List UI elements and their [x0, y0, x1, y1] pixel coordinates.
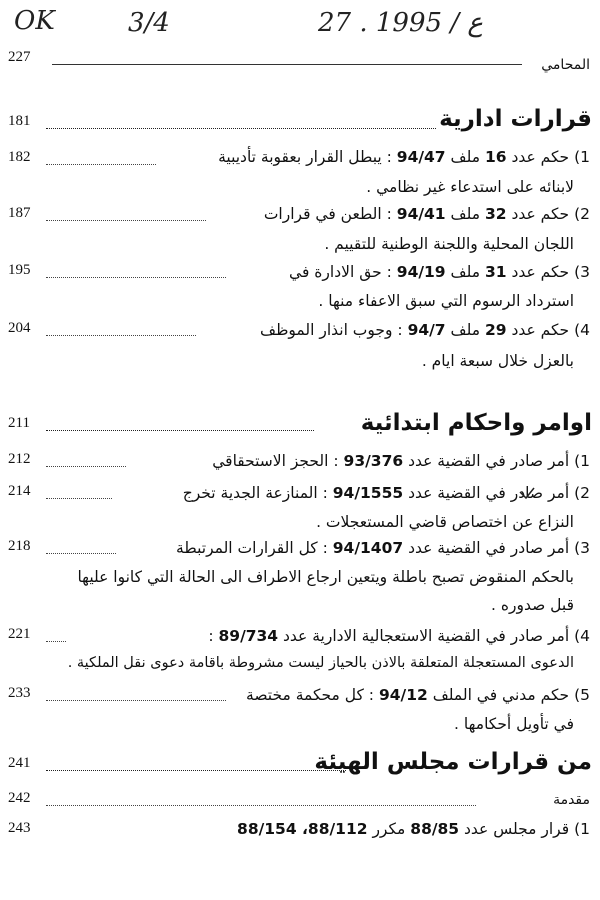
header-title: المحامي [541, 57, 590, 73]
toc-entry: 1) حكم عدد 16 ملف 94/47 : يبطل القرار بعقوبة تأديبية [218, 148, 590, 166]
section-page-number: 181 [8, 113, 31, 129]
entry-continuation: بالحكم المنقوض تصبح باطلة ويتعين ارجاع الاطراف الى الحالة التي كانوا عليها [77, 568, 574, 586]
entry-continuation: لابنائه على استدعاء غير نظامي . [366, 178, 574, 196]
toc-entry: 2) أمر صادر في القضية عدد 94/1555 : المنازعة الجدية تخرج [182, 484, 590, 502]
toc-entry: 1) أمر صادر في القضية عدد 93/376 : الحجز الاستحقاقي [212, 452, 590, 470]
entry-page-number: 243 [8, 820, 31, 836]
entry-continuation: النزاع عن اختصاص قاضي المستعجلات . [316, 513, 574, 531]
leader-dots [46, 128, 436, 129]
leader-dots [46, 220, 206, 221]
entry-continuation: استرداد الرسوم التي سبق الاعفاء منها . [318, 292, 574, 310]
leader-dots [46, 277, 226, 278]
entry-page-number: 233 [8, 685, 31, 701]
section-title: من قرارات مجلس الهيئة [314, 749, 592, 775]
toc-entry: 1) قرار مجلس عدد 88/85 مكرر 88/112، 88/154 [237, 820, 590, 838]
entry-page-number: 182 [8, 149, 31, 165]
header-page-number: 227 [8, 49, 31, 65]
leader-dots [46, 430, 314, 431]
handwritten-fraction: 3/4 [128, 8, 170, 38]
entry-page-number: 221 [8, 626, 31, 642]
header-rule [52, 64, 522, 65]
leader-dots [46, 498, 112, 499]
toc-entry: مقدمة [553, 792, 590, 808]
entry-continuation: اللجان المحلية واللجنة الوطنية للتقييم . [324, 235, 574, 253]
entry-page-number: 242 [8, 790, 31, 806]
toc-entry: 5) حكم مدني في الملف 94/12 : كل محكمة مختصة [246, 686, 590, 704]
handwritten-ok: OK [14, 6, 55, 36]
handwritten-date: 27 . ع / 1995 [318, 8, 483, 38]
toc-entry: 4) أمر صادر في القضية الاستعجالية الادارية عدد 89/734 : [208, 627, 590, 645]
leader-dots [46, 466, 126, 467]
leader-dots [46, 770, 346, 771]
section-page-number: 211 [8, 415, 30, 431]
leader-dots [46, 805, 476, 806]
leader-dots [46, 553, 116, 554]
entry-continuation: قبل صدوره . [491, 596, 574, 614]
toc-entry: 3) حكم عدد 31 ملف 94/19 : حق الادارة في [289, 263, 590, 281]
section-title: اوامر واحكام ابتدائية [360, 410, 592, 436]
entry-page-number: 218 [8, 538, 31, 554]
entry-page-number: 214 [8, 483, 31, 499]
toc-entry: 3) أمر صادر في القضية عدد 94/1407 : كل القرارات المرتبطة [176, 539, 590, 557]
leader-dots [46, 164, 156, 165]
entry-page-number: 195 [8, 262, 31, 278]
leader-dots [46, 335, 196, 336]
leader-dots [46, 700, 226, 701]
leader-dots [46, 641, 66, 642]
section-title: قرارات ادارية [439, 106, 592, 132]
toc-entry: 2) حكم عدد 32 ملف 94/41 : الطعن في قرارات [263, 205, 590, 223]
entry-page-number: 212 [8, 451, 31, 467]
entry-continuation: بالعزل خلال سبعة ايام . [421, 352, 574, 370]
section-page-number: 241 [8, 755, 31, 771]
entry-page-number: 204 [8, 320, 31, 336]
entry-page-number: 187 [8, 205, 31, 221]
entry-continuation: في تأويل أحكامها . [454, 715, 574, 733]
toc-entry: 4) حكم عدد 29 ملف 94/7 : وجوب انذار الموظف [260, 321, 590, 339]
entry-continuation: الدعوى المستعجلة المتعلقة بالاذن بالحياز ليست مشروطة باقامة دعوى نقل الملكية . [67, 655, 574, 671]
